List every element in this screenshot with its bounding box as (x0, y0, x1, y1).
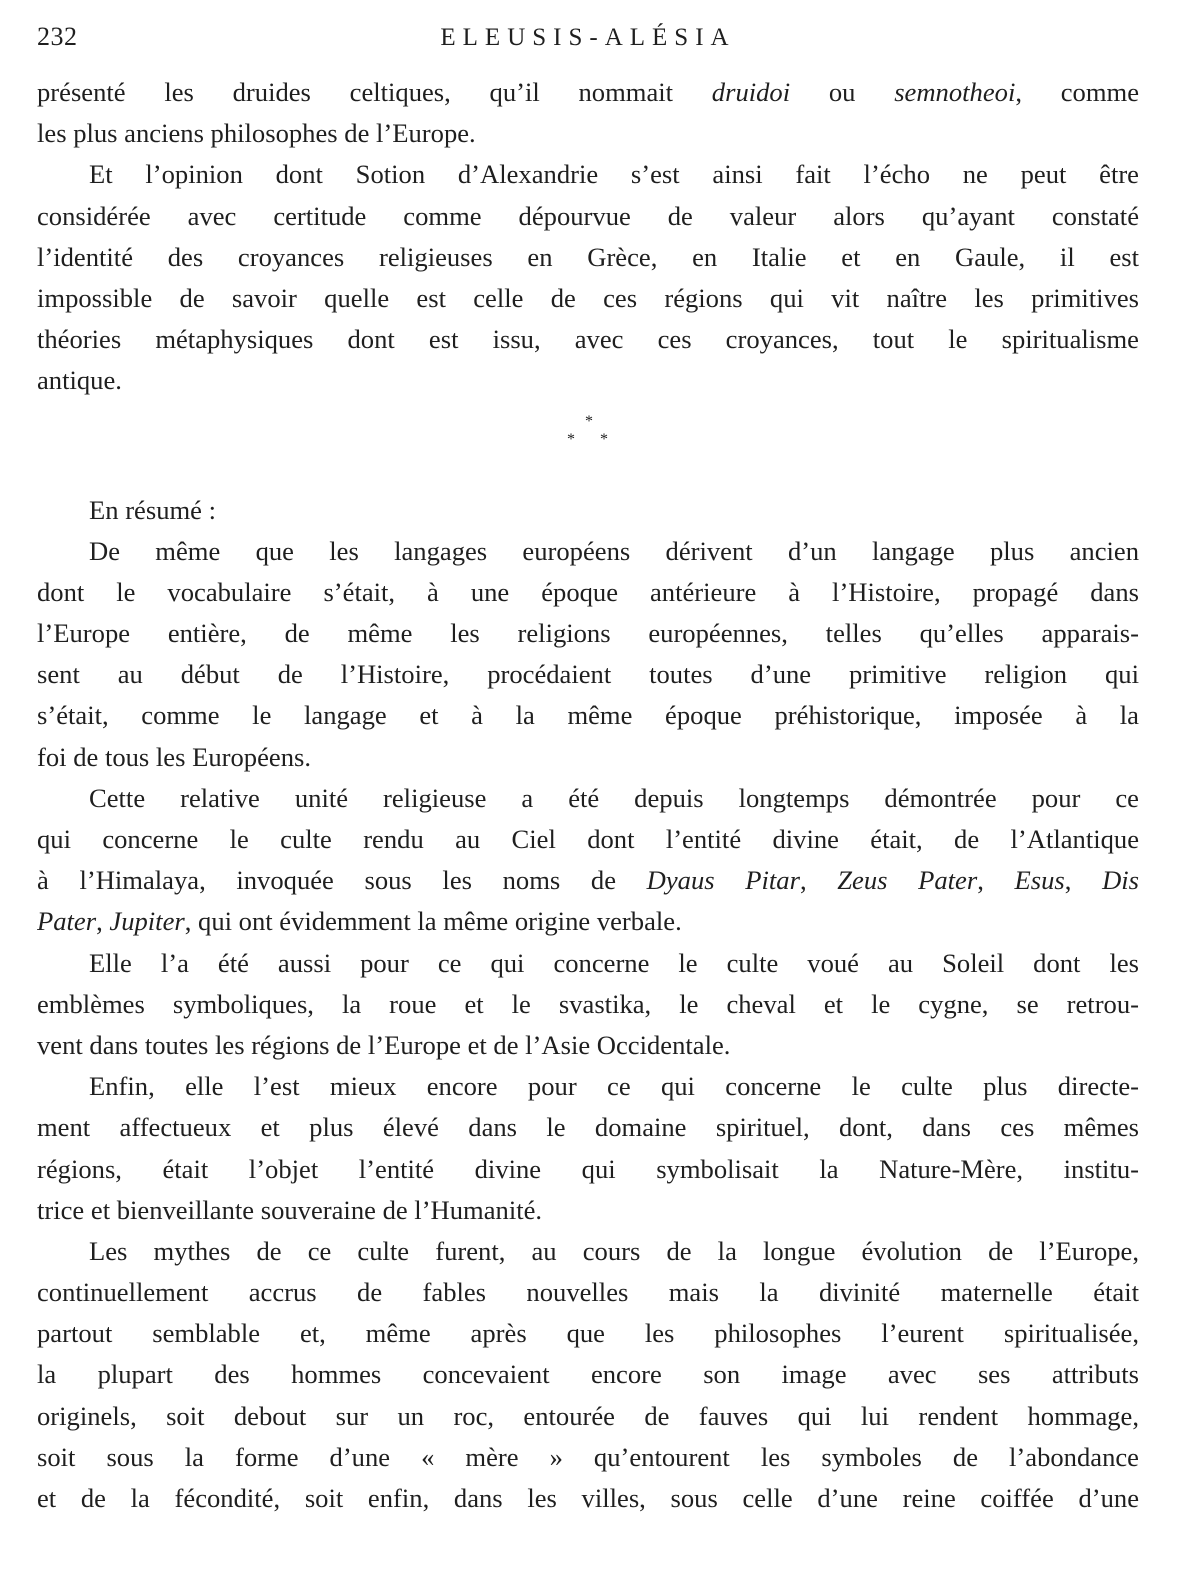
text-run: ou (790, 77, 895, 107)
asterism-star: * (585, 412, 593, 430)
text-run: à l’Himalaya, invoquée sous les noms de (37, 865, 647, 896)
paragraph (37, 943, 1139, 1067)
text-line (37, 237, 1139, 278)
text-run: En résumé : (89, 494, 217, 525)
italic-term: Dyaus Pitar (646, 865, 800, 896)
text-run: , (1064, 865, 1103, 896)
text-run: s’était, comme le langage et à la même époque préhistorique, imposée à la (37, 700, 1139, 731)
text-run: , (96, 906, 110, 937)
text-run: ment affectueux et plus élevé dans le domaine spirituel, dont, dans ces mêmes (37, 1112, 1139, 1143)
text-run: vent dans toutes les régions de l’Europe et de l’Asie Occidentale. (37, 1029, 731, 1060)
paragraph (37, 778, 1139, 943)
text-run: la plupart des hommes concevaient encore son image avec ses attributs (37, 1359, 1139, 1390)
text-run: Et l’opinion dont Sotion d’Alexandrie s’est ainsi fait l’écho ne peut être (89, 159, 1139, 190)
italic-term: Dis (1102, 865, 1139, 896)
text-line (37, 943, 1139, 984)
italic-term: Esus (1014, 865, 1065, 896)
text-run: présenté les druides celtiques, qu’il nommait (37, 77, 712, 107)
italic-term: Jupiter (109, 906, 185, 937)
paragraph (37, 72, 1139, 154)
text-line (37, 319, 1139, 360)
running-head (37, 22, 1139, 62)
italic-term: druidoi (711, 77, 791, 107)
text-run: soit sous la forme d’une « mère » qu’entourent les symboles de l’abondance (37, 1441, 1139, 1472)
text-run: emblèmes symboliques, la roue et le svastika, le cheval et le cygne, se retrou- (37, 988, 1139, 1019)
text-run: Elle l’a été aussi pour ce qui concerne le culte voué au Soleil dont les (89, 947, 1139, 978)
text-run: théories métaphysiques dont est issu, avec ces croyances, tout le spiritualisme (37, 324, 1139, 355)
running-title: ELEUSIS-ALÉSIA (440, 24, 736, 51)
text-line (37, 72, 1139, 113)
text-run: les plus anciens philosophes de l’Europe. (37, 118, 476, 149)
text-line (37, 154, 1139, 195)
text-line (37, 1478, 1139, 1519)
text-run: qui concerne le culte rendu au Ciel dont l’entité divine était, de l’Atlantique (37, 824, 1139, 854)
italic-term: Zeus Pater (837, 865, 978, 896)
text-run: partout semblable et, même après que les philosophes l’eurent spiritualisée, (37, 1318, 1139, 1349)
text-line (37, 778, 1139, 819)
text-line (37, 737, 1139, 778)
text-line (37, 819, 1139, 860)
text-line (37, 531, 1139, 572)
paragraph (37, 1231, 1139, 1519)
text-line (37, 1025, 1139, 1066)
text-run: et de la fécondité, soit enfin, dans les villes, sous celle d’une reine coiffée d’une (37, 1483, 1139, 1513)
text-run: antique. (37, 365, 122, 396)
text-run: , (799, 865, 838, 896)
italic-term: Pater (37, 906, 97, 937)
text-line (37, 1149, 1139, 1190)
text-line (37, 572, 1139, 613)
text-run: dont le vocabulaire s’était, à une époque antérieure à l’Histoire, propagé dans (37, 576, 1139, 607)
text-line (37, 1437, 1139, 1478)
text-line (37, 490, 1139, 531)
text-line (37, 1313, 1139, 1354)
asterism-star: * (567, 430, 575, 448)
text-run: originels, soit debout sur un roc, entourée de fauves qui lui rendent hommage, (37, 1400, 1139, 1431)
asterism-star: * (600, 430, 608, 448)
text-run: sent au début de l’Histoire, procédaient toutes d’une primitive religion qui (37, 659, 1139, 690)
text-run: foi de tous les Européens. (37, 741, 312, 772)
text-line (37, 196, 1139, 237)
text-line (37, 860, 1139, 901)
text-run: régions, était l’objet l’entité divine qui symbolisait la Nature-Mère, institu- (37, 1153, 1139, 1184)
text-run: Les mythes de ce culte furent, au cours de la longue évolution de l’Europe, (89, 1235, 1139, 1266)
text-run: De même que les langages européens dérivent d’un langage plus ancien (89, 535, 1139, 566)
italic-term: semnotheoi (894, 77, 1016, 107)
text-line (37, 1231, 1139, 1272)
text-run: trice et bienveillante souveraine de l’Humanité. (37, 1194, 543, 1225)
text-run: , (977, 865, 1015, 896)
text-run: , qui ont évidemment la même origine verbale. (184, 906, 682, 937)
text-run: l’Europe entière, de même les religions européennes, telles qu’elles apparais- (37, 618, 1139, 649)
text-line (37, 360, 1139, 401)
text-run: impossible de savoir quelle est celle de ces régions qui vit naître les primitives (37, 282, 1139, 313)
page-number: 232 (37, 22, 78, 51)
paragraph (37, 154, 1139, 401)
text-run: Enfin, elle l’est mieux encore pour ce qui concerne le culte plus directe- (89, 1071, 1139, 1102)
text-run: considérée avec certitude comme dépourvue de valeur alors qu’ayant constaté (37, 200, 1139, 231)
text-run: , comme (1015, 77, 1139, 107)
text-run: Cette relative unité religieuse a été depuis longtemps démontrée pour ce (89, 782, 1139, 813)
text-line (37, 695, 1139, 736)
text-line (37, 1396, 1139, 1437)
paragraph (37, 531, 1139, 778)
book-page (37, 22, 1139, 1519)
text-run: continuellement accrus de fables nouvelles mais la divinité maternelle était (37, 1277, 1139, 1308)
text-line (37, 984, 1139, 1025)
text-line (37, 654, 1139, 695)
text-line (37, 1066, 1139, 1107)
text-line (37, 613, 1139, 654)
text-line (37, 1354, 1139, 1395)
text-line (37, 1107, 1139, 1148)
text-line (37, 1272, 1139, 1313)
text-run: l’identité des croyances religieuses en Grèce, en Italie et en Gaule, il est (37, 241, 1139, 272)
text-line (37, 113, 1139, 154)
section-separator (37, 404, 1139, 474)
text-line (37, 1190, 1139, 1231)
text-line (37, 901, 1139, 942)
paragraph (37, 1066, 1139, 1231)
text-line (37, 278, 1139, 319)
paragraph (37, 490, 1139, 531)
